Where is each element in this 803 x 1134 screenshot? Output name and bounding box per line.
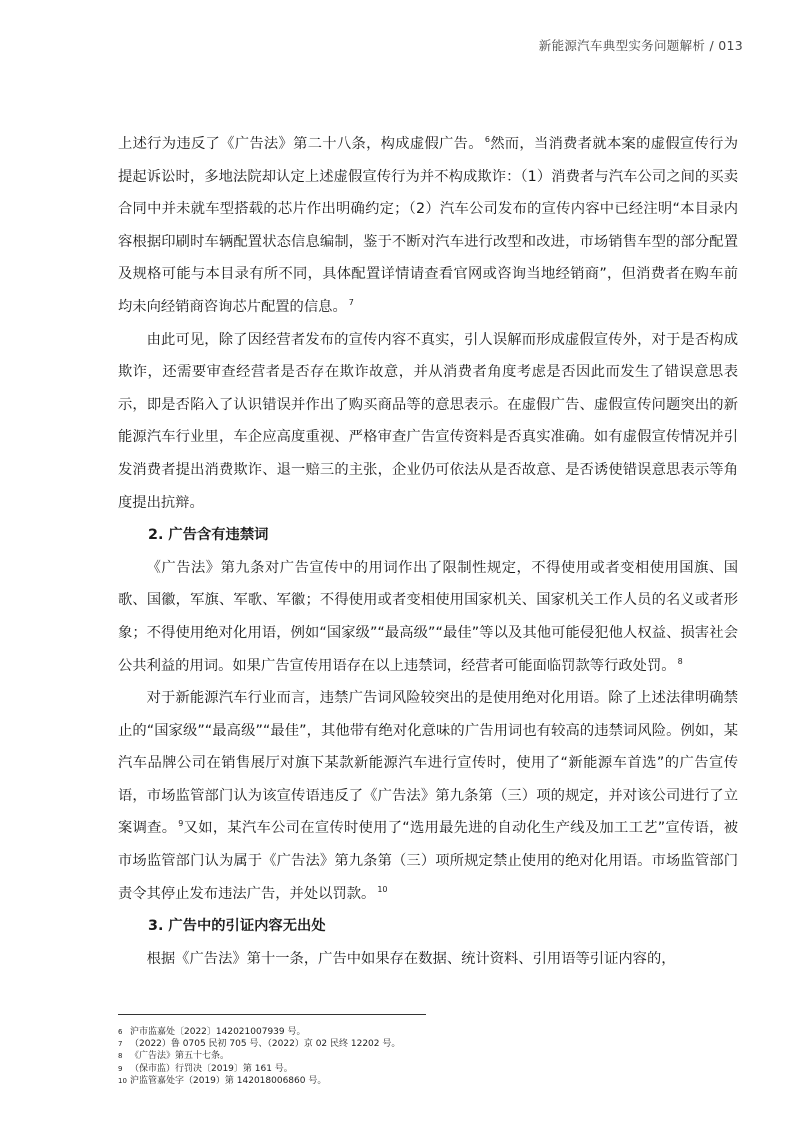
footnote-ref-9[interactable]: 9	[178, 819, 184, 829]
footnote: 9 （保市监）行罚决〔2019〕第 161 号。	[118, 1063, 293, 1074]
footnote-ref-6[interactable]: 6	[484, 135, 490, 144]
paragraph-1: 上述行为违反了《广告法》第二十八条，构成虚假广告。 $^6$然而，当消费者就本案的虚假宣传行为提起诉讼时，多地法院却认定上述虚假宣传行为并不构成欺诈：（1）消费者与汽车公司之间的买卖合同中并未就车型搭载的芯片作出明确约定；（2）汽车公司发布的宣传内容中已经注明“本目录内容根据印刷时车辆配置状态信息编制，鉴于不断对汽车进行改型和改进，市场销售车型的部分配置及规格可能与本目录有所不同，具体配置详情请查看官网或咨询当地经销商”，但消费者在购车前均未向经销商咨询芯片配置的信息。 $^7$	[118, 135, 739, 315]
footnote: 6 沪市监嘉处〔2022〕142021007939 号。	[118, 1027, 306, 1037]
main-text	[118, 128, 738, 975]
footnote-ref-7[interactable]: 7	[348, 297, 354, 307]
footnote: 8 《广告法》第五十七条。	[118, 1051, 230, 1062]
paragraph-4: 对于新能源汽车行业而言，违禁广告词风险较突出的是使用绝对化用语。除了上述法律明确禁止的“国家级”“最高级”“最佳”，其他带有绝对化意味的广告用词也有较高的违禁词风险。例如，某汽车品牌公司在销售展厅对旗下某款新能源汽车进行宣传时，使用了“新能源车首选”的广告宣传语，市场监管部门认为该宣传语违反了《广告法》第九条第（三）项的规定，并对该公司进行了立案调查。 $^9$又如，某汽车公司在宣传时使用了“选用最先进的自动化生产线及加工工艺”宣传语，被市场监管部门认为属于《广告法》第九条第（三）项所规定禁止使用的绝对化用语。市场监管部门责令其停止发布违法广告，并处以罚款。 $^{10}$	[118, 690, 738, 902]
footnote-ref-8[interactable]: 8	[677, 656, 683, 666]
section-heading-3: 3. 广告中的引证内容无出处	[148, 918, 326, 935]
paragraph-2: 由此可见，除了因经营者发布的宣传内容不真实，引人误解而形成虚假宣传外，对于是否构成欺诈，还需要审查经营者是否存在欺诈故意，并从消费者角度考虑是否因此而发生了错误意思表示，即是否陷入了认识错误并作出了购买商品等的意思表示。在虚假广告、虚假宣传问题突出的新能源汽车行业里，车企应高度重视、严格审查广告宣传资料是否真实准确。如有虚假宣传情况并引发消费者提出消费欺诈、退一赔三的主张，企业仍可依法从是否故意、是否诱使错误意思表示等角度提出抗辩。	[118, 331, 738, 511]
footnote: 7 （2022）鲁 0705 民初 705 号、（2022）京 02 民终 12202 号。	[118, 1039, 401, 1050]
footnote: 10 沪监管嘉处字（2019）第 142018006860 号。	[118, 1075, 327, 1086]
footnote-divider	[118, 1014, 426, 1015]
section-heading-2: 2. 广告含有违禁词	[148, 527, 269, 544]
running-header: 新能源汽车典型实务问题解析 / 013	[538, 38, 743, 53]
footnotes	[118, 1026, 718, 1087]
paragraph-3: 《广告法》第九条对广告宣传中的用词作出了限制性规定，不得使用或者变相使用国旗、国歌、国徽，军旗、军歌、军徽；不得使用或者变相使用国家机关、国家机关工作人员的名义或者形象；不得使用绝对化用语，例如“国家级”“最高级”“最佳”等以及其他可能侵犯他人权益、损害社会公共利益的用词。如果广告宣传用语存在以上违禁词，经营者可能面临罚款等行政处罚。 $^8$	[118, 559, 738, 674]
paragraph-5: 根据《广告法》第十一条，广告中如果存在数据、统计资料、引用语等引证内容的，	[146, 950, 676, 967]
footnote-ref-10[interactable]: 10	[377, 884, 388, 894]
